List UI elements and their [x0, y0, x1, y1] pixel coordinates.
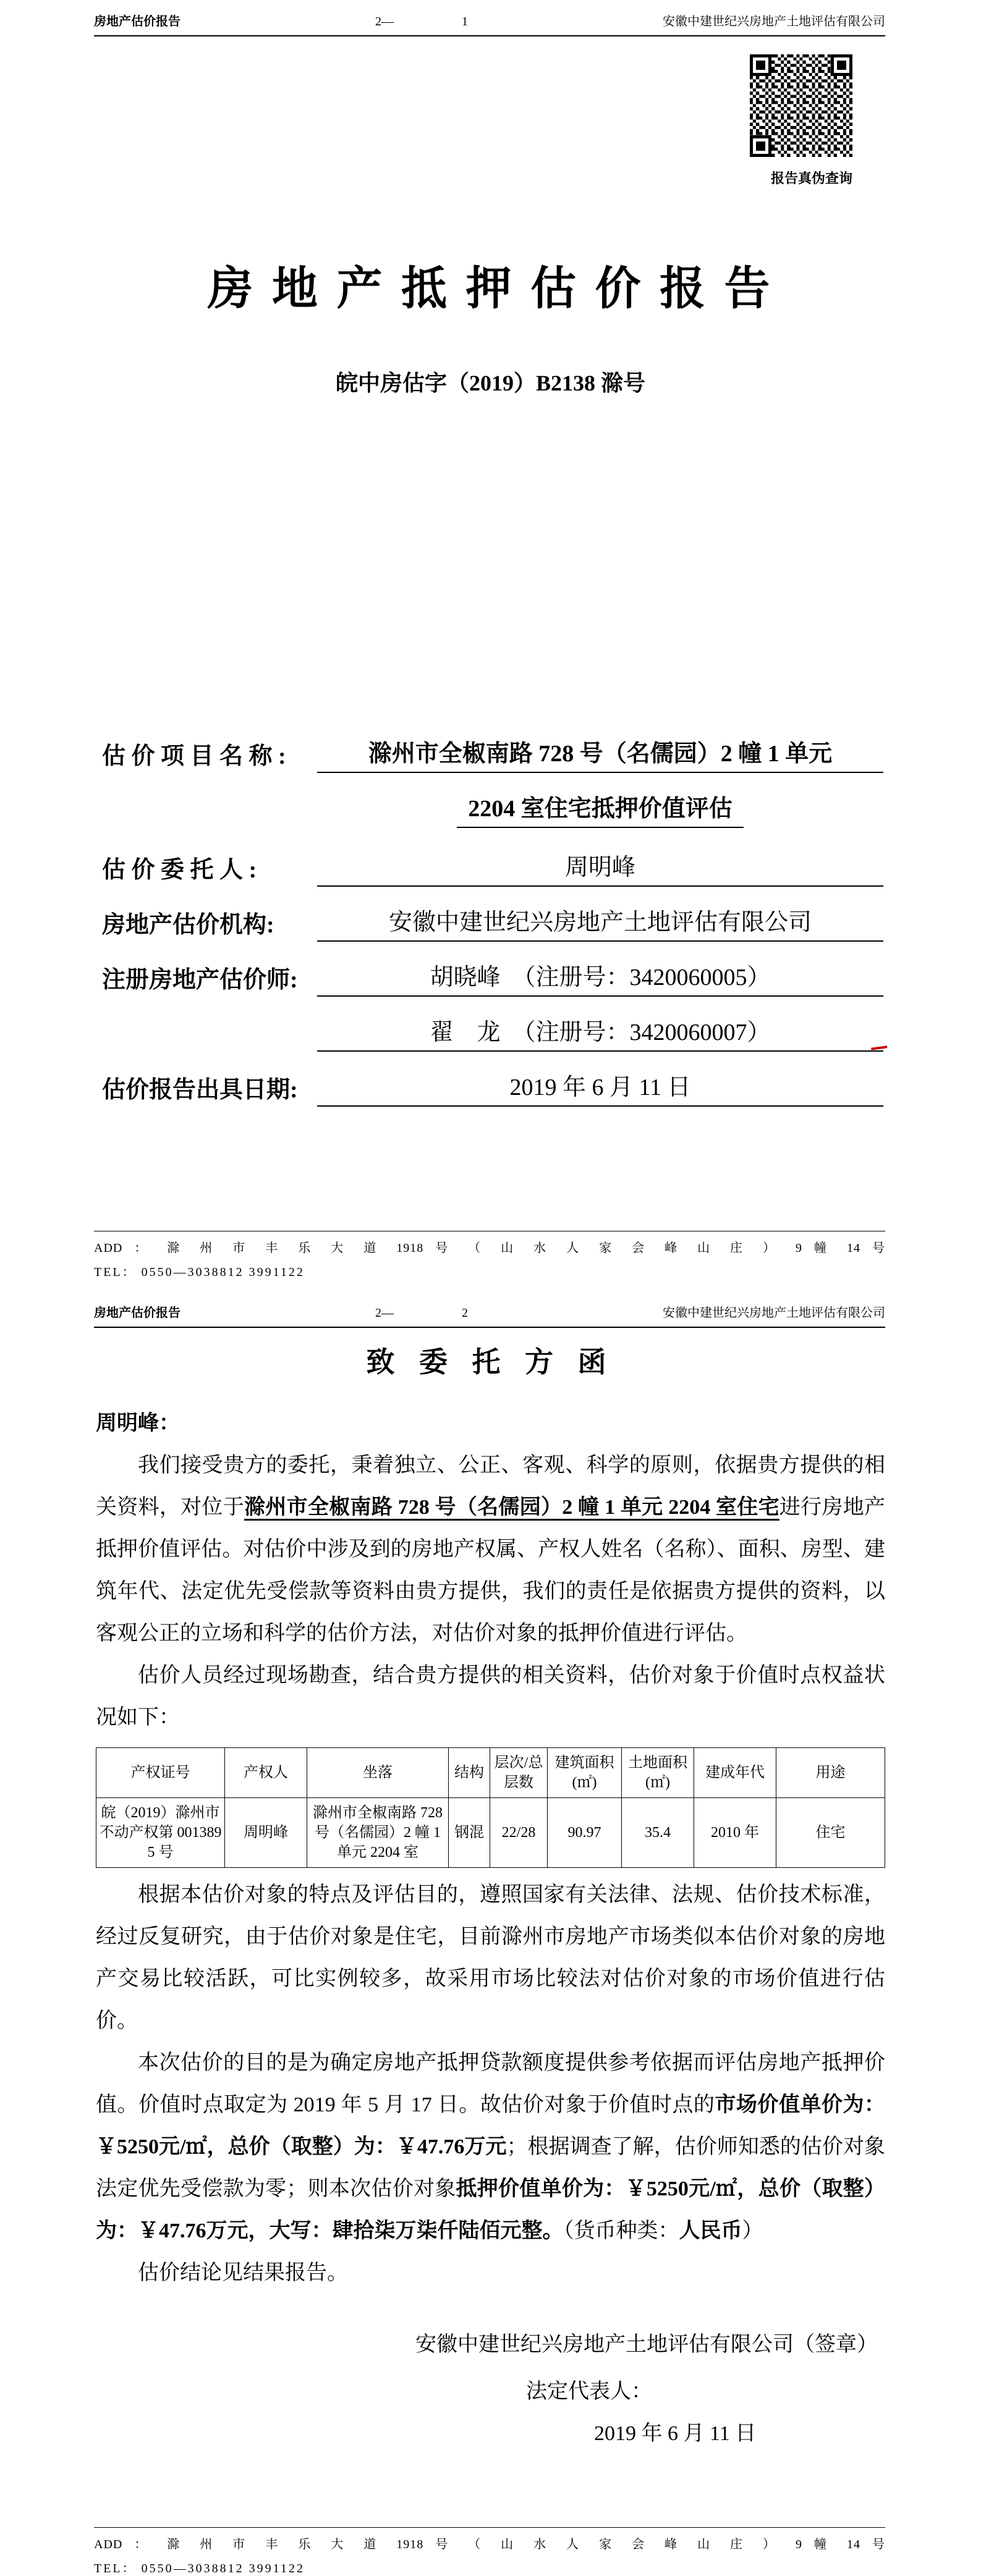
header-page-num: 1	[462, 15, 468, 28]
field-spacer	[102, 1049, 317, 1052]
table-header-row	[96, 1748, 885, 1798]
para4-seg5: （货币种类：	[563, 2219, 679, 2242]
letter-paragraph-5: 估价结论见结果报告。	[138, 2261, 348, 2284]
footer-tel: TEL： 0550—3038812 3991122	[94, 2562, 305, 2575]
header-doc-title: 房地产估价报告	[94, 1306, 180, 1320]
field-report-date	[102, 1068, 883, 1107]
para1-pre: 我们接受贵方的委托，秉着独立、公正、客观、科学的原则，依据贵方提供的相关资料，对位于	[96, 1454, 885, 1519]
field-appraiser-2	[102, 1013, 883, 1052]
field-project-value-line1: 滁州市全椒南路 728 号（名儒园）2 幢 1 单元	[317, 734, 883, 773]
letter-paragraph-3: 根据本估价对象的特点及评估目的，遵照国家有关法律、法规、估价技术标准，经过反复研究，由于估价对象是住宅，目前滁州市房地产市场类似本估价对象的房地产交易比较活跃，可比实例较多，故采用市场比较法对估价对象的市场价值进行估价。	[96, 1883, 885, 2032]
para4-seg3: ；根据调查了解，估价师知悉的估价对象法定优先受偿款为零；则本次估价对象	[96, 2135, 885, 2200]
field-appraiser-value-2-text: 翟 龙 （注册号：3420060007）	[430, 1020, 771, 1045]
table-header-cell: 结构	[449, 1748, 490, 1798]
report-page-2	[0, 1291, 981, 2575]
footer-address: ADD ： 滁 州 市 丰 乐 大 道 1918 号 （ 山 水 人 家 会 峰 山 庄 ） 9 幢 14 号	[94, 2527, 885, 2552]
cover-fields	[102, 734, 883, 1123]
header-page-prefix: 2—	[375, 1306, 394, 1320]
field-date-label: 估价报告出具日期:	[102, 1077, 298, 1103]
field-project-value-line2: 2204 室住宅抵押价值评估	[457, 789, 744, 828]
letter-salutation: 周明峰：	[96, 1412, 180, 1435]
table-header-cell: 建筑面积(㎡)	[548, 1748, 622, 1798]
red-annotation-mark	[871, 1043, 888, 1050]
table-row	[96, 1798, 885, 1868]
header-company: 安徽中建世纪兴房地产土地评估有限公司	[663, 1306, 885, 1320]
table-cell: 钢混	[449, 1798, 490, 1868]
field-project-name	[102, 734, 883, 773]
page-header	[94, 1303, 885, 1328]
para4-seg7: ）	[742, 2219, 763, 2242]
table-header-cell: 产权证号	[96, 1748, 225, 1798]
footer-tel: TEL： 0550—3038812 3991122	[94, 1265, 305, 1279]
field-client	[102, 848, 883, 887]
signature-representative: 法定代表人：	[526, 2380, 652, 2403]
para4-mortgage-value: 抵押价值单价为：￥5250元/㎡，总价（取整）为：￥47.76万元，大写：肆拾柒万柒仟陆佰元整。	[96, 2177, 885, 2242]
header-page-number	[375, 15, 468, 29]
letter-paragraph-1	[96, 1445, 885, 1655]
header-doc-title: 房地产估价报告	[94, 15, 180, 28]
table-cell: 2010 年	[694, 1798, 776, 1868]
letter-paragraph-4	[96, 2042, 885, 2252]
page-footer	[94, 1231, 885, 1280]
page-header	[94, 11, 885, 36]
report-title: 房 地 产 抵 押 估 价 报 告	[207, 264, 774, 315]
field-date-value: 2019 年 6 月 11 日	[317, 1068, 883, 1107]
field-project-label: 估 价 项 目 名 称 :	[102, 743, 286, 769]
letter-title: 致 委 托 方 函	[366, 1346, 615, 1378]
field-project-name-line2	[102, 789, 883, 832]
table-header-cell: 产权人	[225, 1748, 307, 1798]
table-header-cell: 土地面积(㎡)	[622, 1748, 694, 1798]
table-cell: 皖（2019）滁州市不动产权第 0013895 号	[96, 1798, 225, 1868]
table-header-cell: 层次/总层数	[490, 1748, 548, 1798]
field-client-value: 周明峰	[317, 848, 883, 887]
para1-post: 进行房地产抵押价值评估。对估价中涉及到的房地产权属、产权人姓名（名称）、面积、房型、建筑年代、法定优先受偿款等资料由贵方提供，我们的责任是依据贵方提供的资料，以客观公正的立场和科学的估价方法，对估价对象的抵押价值进行评估。	[96, 1496, 886, 1645]
table-cell: 滁州市全椒南路 728 号（名儒园）2 幢 1 单元 2204 室	[307, 1798, 449, 1868]
header-page-number	[375, 1306, 468, 1320]
table-header-cell: 坐落	[307, 1748, 449, 1798]
header-page-prefix: 2—	[375, 15, 394, 28]
para4-market-value: 市场价值单价为：￥5250元/㎡，总价（取整）为：￥47.76万元	[96, 2093, 886, 2158]
field-project-value-line2-wrap	[317, 789, 883, 832]
qr-caption: 报告真伪查询	[770, 171, 852, 186]
header-page-num: 2	[462, 1306, 468, 1320]
table-cell: 住宅	[776, 1798, 885, 1868]
letter-content	[96, 1340, 885, 2455]
qr-code-icon	[750, 54, 852, 160]
footer-address: ADD ： 滁 州 市 丰 乐 大 道 1918 号 （ 山 水 人 家 会 峰 山 庄 ） 9 幢 14 号	[94, 1231, 885, 1256]
signature-date: 2019 年 6 月 11 日	[594, 2422, 757, 2445]
field-agency-value: 安徽中建世纪兴房地产土地评估有限公司	[317, 903, 883, 942]
field-appraiser-1	[102, 958, 883, 997]
para1-subject: 滁州市全椒南路 728 号（名儒园）2 幢 1 单元 2204 室住宅	[244, 1496, 779, 1519]
field-appraiser-value-1: 胡晓峰 （注册号：3420060005）	[317, 958, 883, 997]
page-footer	[94, 2527, 885, 2576]
table-header-cell: 用途	[776, 1748, 885, 1798]
field-appraiser-label: 注册房地产估价师:	[102, 967, 298, 993]
field-client-label: 估 价 委 托 人 :	[102, 857, 257, 883]
para4-seg1: 本次估价的目的是为确定房地产抵押贷款额度提供参考依据而评估房地产抵押价值。价值时点取定为 2019 年 5 月 17 日。故估价对象于价值时点的	[96, 2051, 885, 2116]
table-cell: 22/28	[490, 1798, 548, 1868]
table-header-cell: 建成年代	[694, 1748, 776, 1798]
table-cell: 周明峰	[225, 1798, 307, 1868]
field-agency	[102, 903, 883, 942]
letter-paragraph-2: 估价人员经过现场勘查，结合贵方提供的相关资料，估价对象于价值时点权益状况如下：	[96, 1664, 885, 1729]
table-cell: 35.4	[622, 1798, 694, 1868]
header-company: 安徽中建世纪兴房地产土地评估有限公司	[663, 15, 885, 28]
field-appraiser-value-2	[317, 1013, 883, 1052]
para4-currency: 人民币	[679, 2219, 742, 2242]
signature-company: 安徽中建世纪兴房地产土地评估有限公司（签章）	[415, 2333, 878, 2356]
signature-block	[96, 2324, 885, 2455]
field-agency-label: 房地产估价机构:	[102, 912, 274, 938]
table-cell: 90.97	[548, 1798, 622, 1868]
report-doc-number: 皖中房估字（2019）B2138 滁号	[335, 371, 645, 395]
field-spacer	[102, 829, 317, 832]
property-rights-table	[96, 1747, 885, 1868]
